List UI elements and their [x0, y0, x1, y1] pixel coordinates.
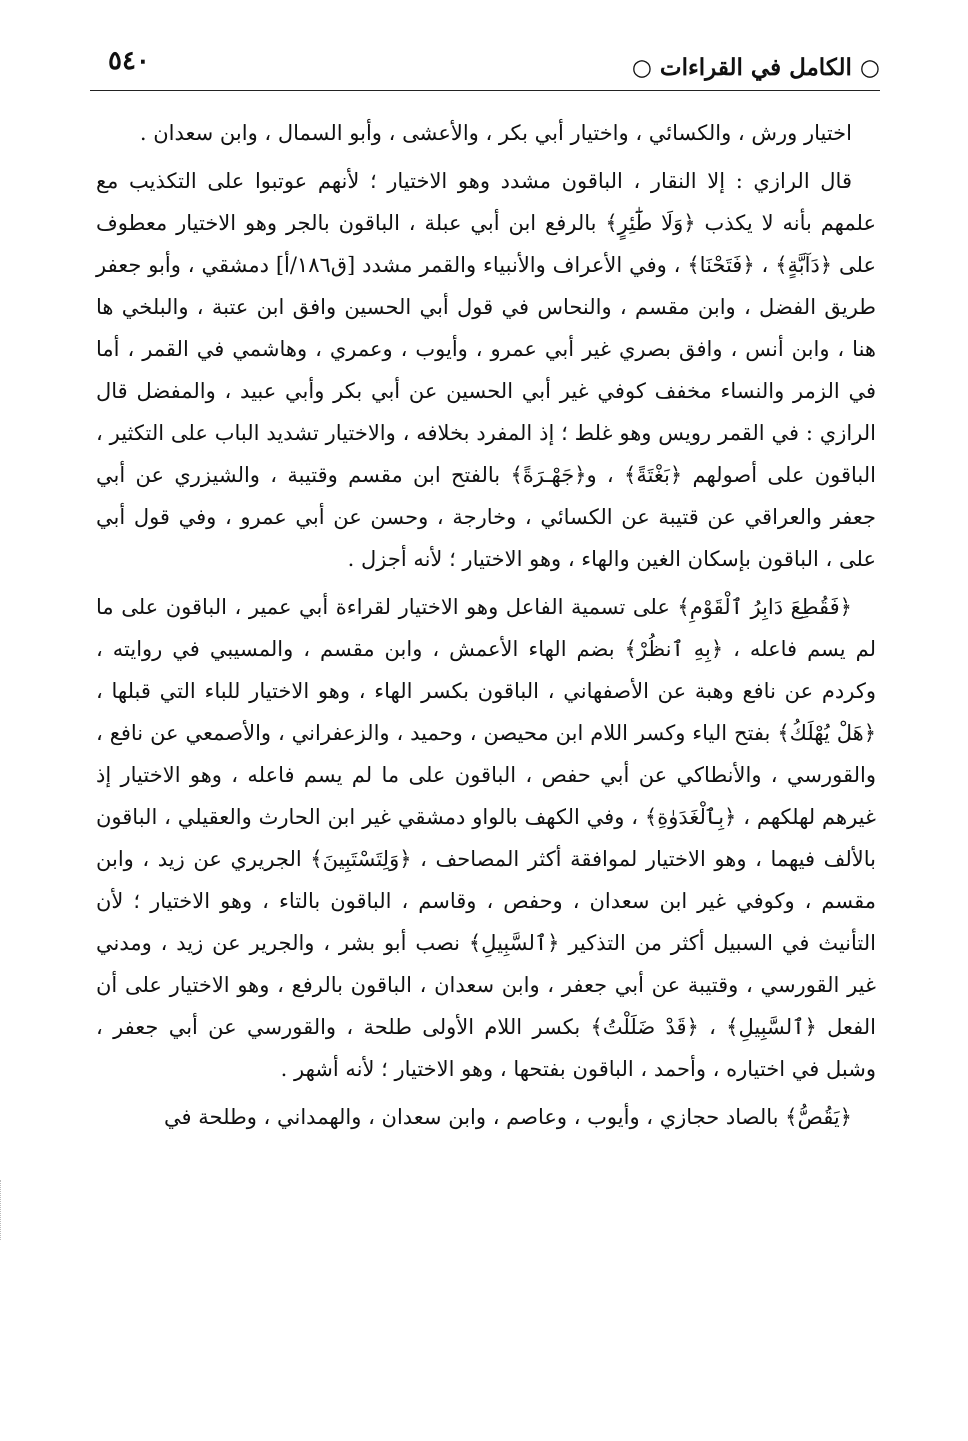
- paragraph-2: قال الرازي : إلا النقار ، الباقون مشدد وهو الاختيار ؛ لأنهم عوتبوا على التكذيب مع علمهم بأنه لا يكذب ﴿وَلَا طَٰٓئِرٍ﴾ بالرفع ابن أبي عبلة ، الباقون بالجر وهو الاختيار معطوف على ﴿دَآبَّةٍ﴾ ، ﴿فَتَحْنَا﴾ ، وفي الأعراف والأنبياء والقمر مشدد [ق١٨٦/أ] دمشقي ، وأبو جعفر طريق الفضل ، وابن مقسم ، والنحاس في قول أبي الحسين وافق ابن عتبة ، والبلخي ها هنا ، وابن أنس ، وافق بصري غير أبي عمرو ، وأيوب ، وعمري ، وهاشمي في القمر ، أما في الزمر والنساء مخفف كوفي غير أبي الحسين عن أبي بكر وأبي عبيد ، والمفضل قال الرازي : في القمر رويس وهو غلط ؛ إذ المفرد بخلافه ، والاختيار تشديد الباب على التكثير ، الباقون على أصولهم ﴿بَغْتَةً﴾ ، و﴿جَهْـرَةً﴾ بالفتح ابن مقسم وقتيبة ، والشيزري عن أبي جعفر والعراقي عن قتيبة عن الكسائي ، وخارجة ، وحسن عن أبي عمرو ، وفي قول أبي على ، الباقون بإسكان الغين والهاء ، وهو الاختيار ؛ لأنه أجزل .: [96, 169, 876, 571]
- scan-edge-mark: [0, 1180, 3, 1240]
- running-title: ○ الكامل في القراءات ○: [631, 54, 880, 81]
- header-divider: [90, 90, 880, 91]
- paragraph-1: اختيار ورش ، والكسائي ، واختيار أبي بكر ، والأعشى ، وأبو السمال ، وابن سعدان .: [139, 121, 852, 145]
- page-number: ٥٤٠: [108, 46, 150, 76]
- paragraph-4: ﴿يَقُصُّ﴾ بالصاد حجازي ، وأيوب ، وعاصم ، وابن سعدان ، والهمداني ، وطلحة في: [164, 1105, 852, 1129]
- paragraph-3: ﴿فَقُطِعَ دَابِرُ ٱلْقَوْمِ﴾ على تسمية الفاعل وهو الاختيار لقراءة أبي عمير ، الباقون على ما لم يسم فاعله ، ﴿بِهِ ٱنظُرْ﴾ بضم الهاء الأعمش ، وابن مقسم ، والمسيبي في روايته ، وكردم عن نافع وهبة عن الأصفهاني ، الباقون بكسر الهاء ، وهو الاختيار للباء التي قبلها ، ﴿هَلْ يُهْلَكُ﴾ بفتح الياء وكسر اللام ابن محيصن ، وحميد ، والزعفراني ، والأصمعي عن نافع ، والقورسي ، والأنطاكي عن أبي حفص ، الباقون على ما لم يسم فاعله ، وهو الاختيار إذ غيرهم لهلكهم ، ﴿بِٱلْغَدَوٰةِ﴾ ، وفي الكهف بالواو دمشقي غير ابن الحارث والعقيلي ، الباقون بالألف فيهما ، وهو الاختيار لموافقة أكثر المصاحف ، ﴿وَلِتَسْتَبِينَ﴾ الجريري عن زيد ، وابن مقسم ، وكوفي غير ابن سعدان ، وحفص ، وقاسم ، الباقون بالتاء ، وهو الاختيار ؛ لأن التأنيث في السبيل أكثر من التذكير ﴿ٱلسَّبِيلِ﴾ نصب أبو بشر ، والجرير عن زيد ، ومدني غير القورسي ، وقتيبة عن أبي جعفر ، وابن سعدان ، الباقون بالرفع ، وهو الاختيار على أن الفعل ﴿ٱلسَّبِيلِ﴾ ، ﴿قَدْ ضَلَلْتُ﴾ بكسر اللام الأولى طلحة ، والقورسي عن أبي جعفر ، وشبل في اختياره ، وأحمد ، الباقون بفتحها ، وهو الاختيار ؛ لأنه أشهر .: [96, 595, 876, 1081]
- main-text: [96, 112, 876, 1144]
- page-header: [90, 38, 880, 90]
